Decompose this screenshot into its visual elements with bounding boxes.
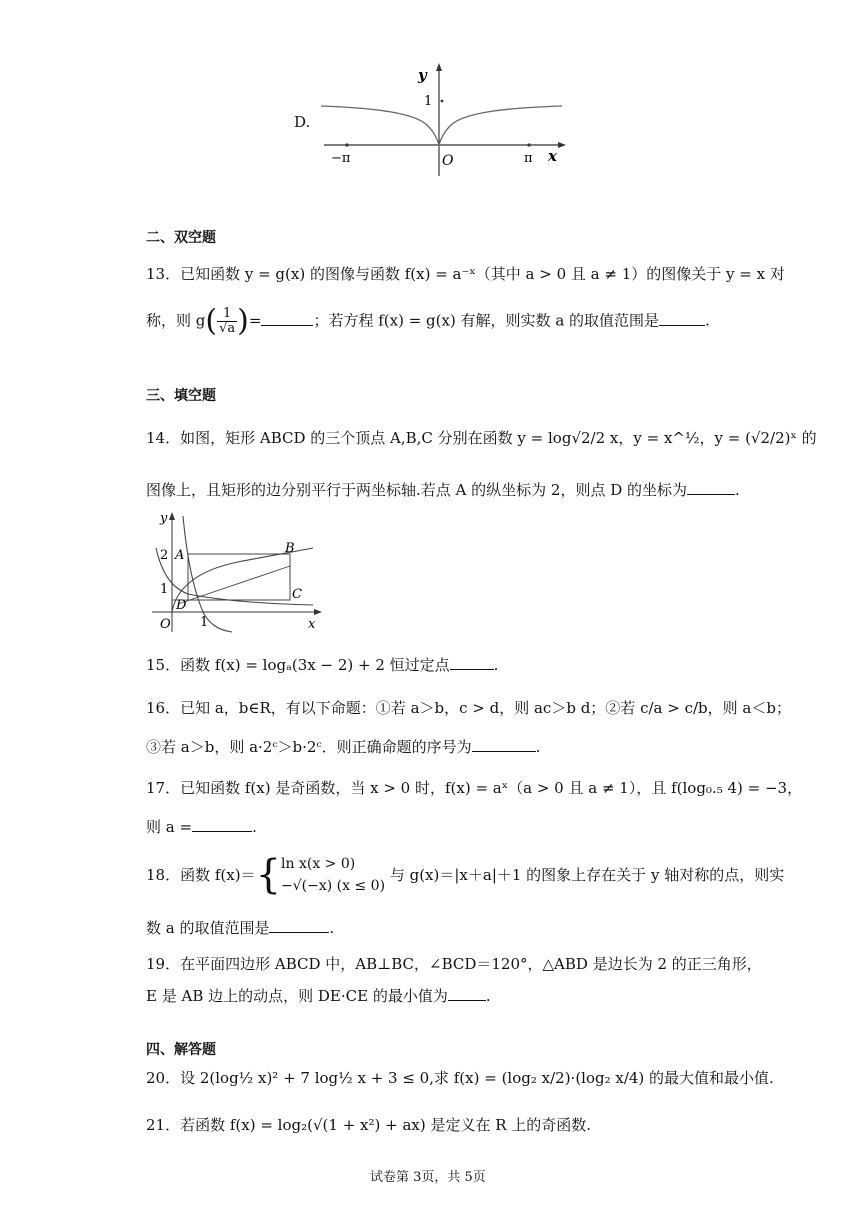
question-19-line2: E 是 AB 边上的动点，则 DE·CE 的最小值为 . xyxy=(146,987,491,1005)
question-16-line1: 16．已知 a，b∈R，有以下命题：①若 a＞b，c > d，则 ac＞b d；②若 c/a > c/b，则 a＜b； xyxy=(146,699,791,717)
question-18-line2: 数 a 的取值范围是 . xyxy=(146,919,335,937)
option-d-label: D. xyxy=(294,113,311,131)
fig14-point-a: A xyxy=(175,548,185,563)
fig14-y-label: y xyxy=(160,511,168,526)
section-title: 四、解答题 xyxy=(146,1042,216,1058)
question-14-line2: 图像上，且矩形的边分别平行于两坐标轴.若点 A 的纵坐标为 2，则点 D 的坐标为 . xyxy=(146,481,740,499)
fig14-x-label: x xyxy=(308,617,316,632)
question-14-line1: 14．如图，矩形 ABCD 的三个顶点 A,B,C 分别在函数 y = log√2/2 x，y = x^½，y = (√2/2)ˣ 的 xyxy=(146,429,817,447)
page-footer: 试卷第 3页，共 5页 xyxy=(370,1170,486,1185)
answer-blank[interactable] xyxy=(687,480,735,495)
question-14-figure xyxy=(148,508,338,636)
question-17-line2: 则 a = . xyxy=(146,818,257,836)
fig14-point-b: B xyxy=(285,541,295,556)
q13-eq: = xyxy=(248,311,262,330)
question-21: 21．若函数 f(x) = log₂(√(1 + x²) + ax) 是定义在 R 上的奇函数. xyxy=(146,1116,592,1134)
question-13-line1: 13．已知函数 y = g(x) 的图像与函数 f(x) = a⁻ˣ（其中 a > 0 且 a ≠ 1）的图像关于 y = x 对 xyxy=(146,265,785,283)
fig14-tick-2: 2 xyxy=(160,548,169,563)
q13-text: 称，则 g xyxy=(146,311,206,330)
answer-blank[interactable] xyxy=(192,817,252,832)
question-13-line2: 称，则 g( $\frac{1}{√a}$ )= ；若方程 f(x) = g(x) 有解，则实数 a 的取值范围是 . xyxy=(146,303,710,339)
answer-blank[interactable] xyxy=(659,311,705,326)
answer-blank[interactable] xyxy=(448,986,486,1001)
option-d-y-label: y xyxy=(418,66,427,84)
answer-blank[interactable] xyxy=(269,918,329,933)
answer-blank[interactable] xyxy=(261,311,313,326)
option-d-tick-one: 1 xyxy=(424,94,433,109)
option-d-neg-pi: −π xyxy=(331,151,351,166)
answer-blank[interactable] xyxy=(450,655,494,670)
q13-fraction: $\frac{1}{√a}$ xyxy=(219,306,236,336)
answer-blank[interactable] xyxy=(472,737,536,752)
option-d-origin: O xyxy=(442,153,454,169)
question-15: 15．函数 f(x) = logₐ(3x − 2) + 2 恒过定点 . xyxy=(146,656,499,674)
fig14-origin: O xyxy=(160,617,171,632)
fig14-tick-1x: 1 xyxy=(200,615,209,630)
option-d-x-label: x xyxy=(548,147,557,165)
section-title: 三、填空题 xyxy=(146,388,216,404)
fig14-tick-1y: 1 xyxy=(160,582,169,597)
q13-text-mid: ；若方程 f(x) = g(x) 有解，则实数 a 的取值范围是 xyxy=(313,311,660,330)
fig14-point-d: D xyxy=(176,598,187,613)
question-18-line1: 18．函数 f(x)＝{ ln x(x > 0) −√(−x) (x ≤ 0) 与 g(x)＝|x＋a|＋1 的图象上存在关于 y 轴对称的点，则实 xyxy=(146,852,785,898)
fig14-point-c: C xyxy=(292,587,302,602)
question-20: 20．设 2(log½ x)² + 7 log½ x + 3 ≤ 0,求 f(x) = (log₂ x/2)·(log₂ x/4) 的最大值和最小值. xyxy=(146,1069,774,1087)
option-d-pi: π xyxy=(524,151,533,166)
question-16-line2: ③若 a＞b，则 a·2ᶜ＞b·2ᶜ．则正确命题的序号为 . xyxy=(146,738,541,756)
option-d-graph xyxy=(316,58,576,178)
question-19-line1: 19．在平面四边形 ABCD 中，AB⊥BC，∠BCD＝120°，△ABD 是边长为 2 的正三角形， xyxy=(146,955,762,973)
question-17-line1: 17．已知函数 f(x) 是奇函数，当 x > 0 时，f(x) = aˣ（a > 0 且 a ≠ 1），且 f(log₀.₅ 4) = −3， xyxy=(146,779,803,797)
section-title: 二、双空题 xyxy=(146,230,216,246)
